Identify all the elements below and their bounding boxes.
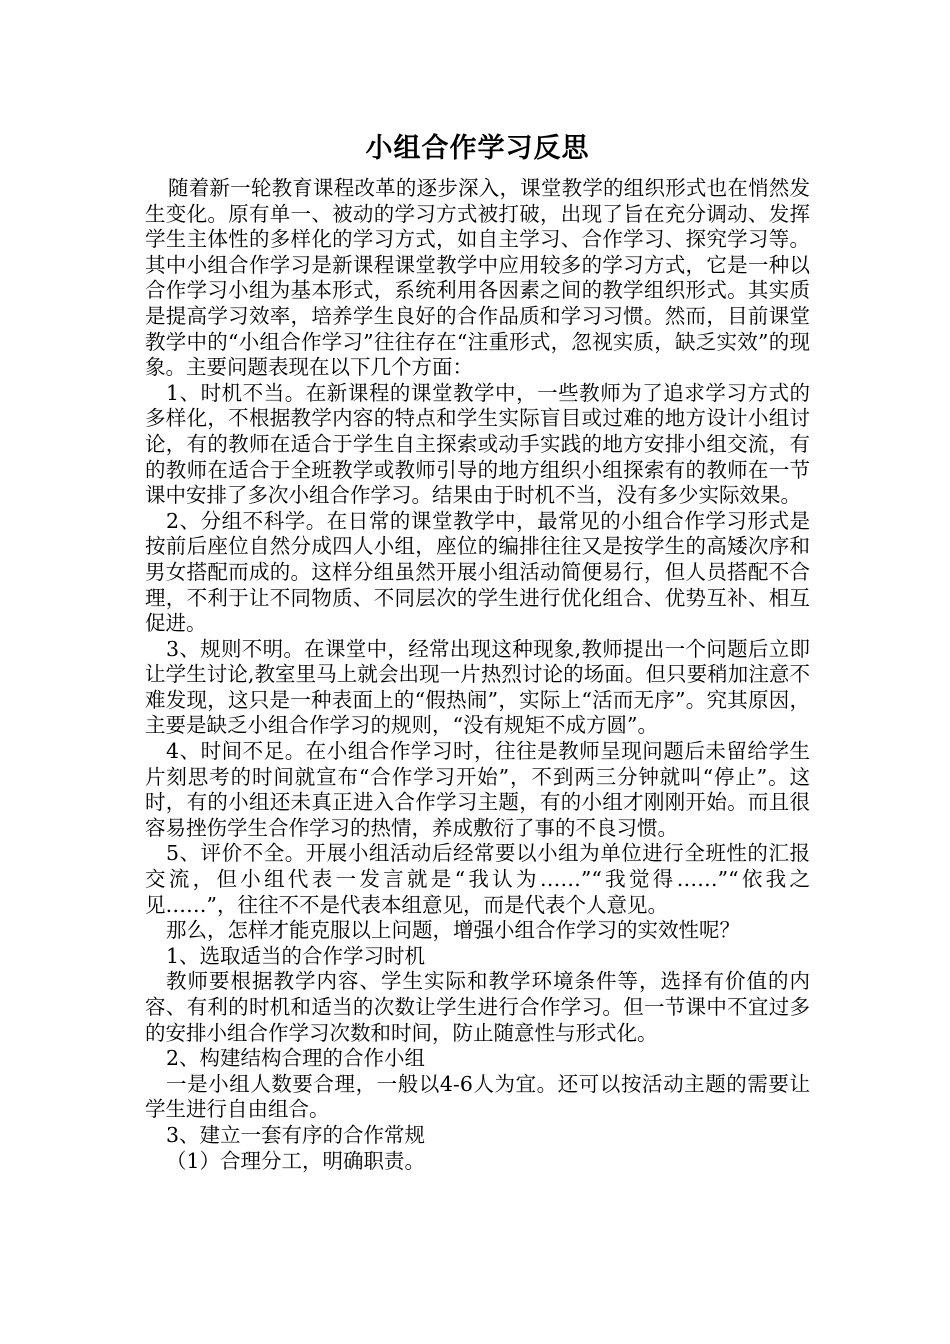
section-heading-timing: 1、选取适当的合作学习时机: [166, 943, 426, 968]
paragraph-transition-question: 那么，怎样才能克服以上问题，增强小组合作学习的实效性呢？: [166, 918, 740, 943]
paragraph-problem-timing: 1、时机不当。在新课程的课堂教学中，一些教师为了追求学习方式的多样化，不根据教学内容的特点和学生实际盲目或过难的地方设计小组讨论，有的教师在适合于学生自主探索或动手实践的地方安排小组交流，有的教师在适合于全班教学或教师引导的地方组织小组探索有的教师在一节课中安排了多次小组合作学习。结果由于时机不当，没有多少实际效果。: [145, 380, 810, 508]
paragraph-groups-solution: 一是小组人数要合理，一般以4-6人为宜。还可以按活动主题的需要让学生进行自由组合。: [145, 1071, 810, 1122]
paragraph-problem-rules: 3、规则不明。在课堂中，经常出现这种现象,教师提出一个问题后立即让学生讨论,教室里马上就会出现一片热烈讨论的场面。但只要稍加注意不难发现，这只是一种表面上的“假热闹”，实际上“活而无序”。究其原因，主要是缺乏小组合作学习的规则，“没有规矩不成方圆”。: [145, 636, 810, 738]
document-page: [145, 128, 810, 1174]
paragraph-problem-grouping: 2、分组不科学。在日常的课堂教学中，最常见的小组合作学习形式是按前后座位自然分成四人小组，座位的编排往往又是按学生的高矮次序和男女搭配而成的。这样分组虽然开展小组活动简便易行，但人员搭配不合理，不利于让不同物质、不同层次的学生进行优化组合、优势互补、相互促进。: [145, 508, 810, 636]
list-item-division-of-labor: （1）合理分工，明确职责。: [166, 1148, 426, 1173]
document-body: [145, 176, 810, 1174]
section-heading-routines: 3、建立一套有序的合作常规: [166, 1122, 426, 1147]
document-title: 小组合作学习反思: [365, 133, 590, 164]
paragraph-timing-solution: 教师要根据教学内容、学生实际和教学环境条件等，选择有价值的内容、有利的时机和适当的次数让学生进行合作学习。但一节课中不宜过多的安排小组合作学习次数和时间，防止随意性与形式化。: [145, 969, 810, 1045]
section-heading-groups: 2、构建结构合理的合作小组: [166, 1046, 426, 1071]
paragraph-problem-evaluation: 5、评价不全。开展小组活动后经常要以小组为单位进行全班性的汇报交流，但小组代表一发言就是“我认为……”“我觉得……”“依我之见……”，往往不不是代表本组意见，而是代表个人意见。: [145, 841, 810, 917]
paragraph-problem-time: 4、时间不足。在小组合作学习时，往往是教师呈现问题后未留给学生片刻思考的时间就宣布“合作学习开始”，不到两三分钟就叫“停止”。这时，有的小组还未真正进入合作学习主题，有的小组才刚刚开始。而且很容易挫伤学生合作学习的热情，养成敷衍了事的不良习惯。: [145, 739, 810, 840]
paragraph-intro: 随着新一轮教育课程改革的逐步深入，课堂教学的组织形式也在悄然发生变化。原有单一、被动的学习方式被打破，出现了旨在充分调动、发挥学生主体性的多样化的学习方式，如自主学习、合作学习、探究学习等。其中小组合作学习是新课程课堂教学中应用较多的学习方式，它是一种以合作学习小组为基本形式，系统利用各因素之间的教学组织形式。其实质是提高学习效率，培养学生良好的合作品质和学习习惯。然而，目前课堂教学中的“小组合作学习”往往存在“注重形式，忽视实质，缺乏实效”的现象。主要问题表现在以下几个方面：: [145, 176, 810, 380]
